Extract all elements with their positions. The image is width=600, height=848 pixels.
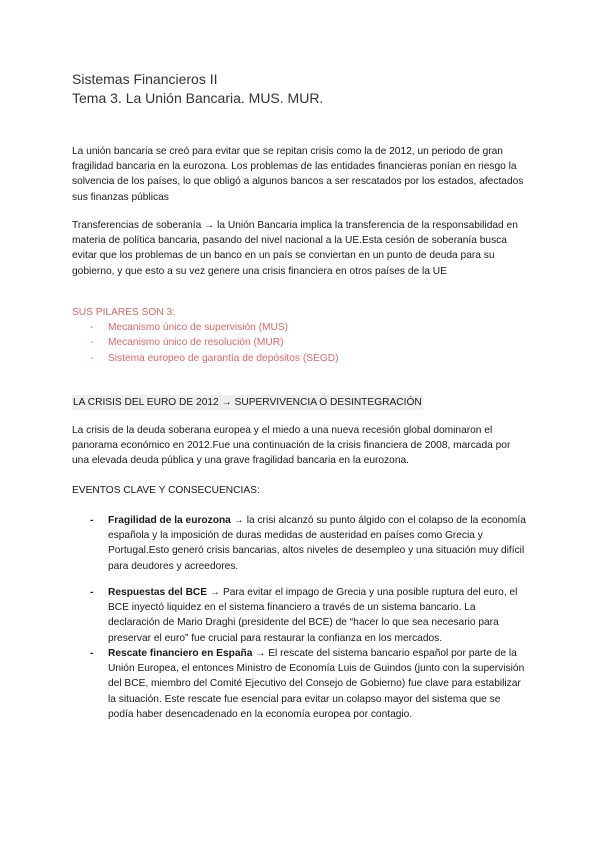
pillars-list [72,320,338,366]
event-text: → la crisi alcanzó su punto álgido con el colapso de la economía española y la imposición de duras medidas de austeridad en países como Grecia y Portugal.Esto generó crisis bancarias, altos niveles de desempleo y una situación muy difícil para deudores y acreedores. [108,515,526,572]
intro-paragraph: La unión bancaria se creó para evitar que se repitan crisis como la de 2012, un periodo de gran fragilidad bancaria en la eurozona. Los problemas de las entidades financieras ponían en riesgo la solvencia de los países, lo que obligó a algunos bancos a ser rescatados por los estados, afectados sus finanzas públicas [72,146,524,203]
document-title [72,70,323,108]
events-heading: EVENTOS CLAVE Y CONSECUENCIAS: [72,485,260,496]
event-item: - Rescate financiero en España → El rescate del sistema bancario español por parte de la Unión Europea, el entonces Ministro de Economía Luis de Guindos (junto con la supervisión del BCE, miembro del Comité Ejecutivo del Consejo de Gobierno) fue clave para estabilizar la situación. Este rescate fue esencial para evitar un colapso mayor del sistema que se podía haber desencadenado en la economía europea por contagio. [90,648,525,720]
event-title: Fragilidad de la eurozona [108,515,231,526]
list-item: - Mecanismo único de supervisión (MUS) [90,322,289,334]
event-item: - Fragilidad de la eurozona → la crisi alcanzó su punto álgido con el colapso de la economía española y la imposición de duras medidas de austeridad en países como Grecia y Portugal.Esto generó crisis bancarias, altos niveles de desempleo y una situación muy difícil para deudores y acreedores. [90,515,526,572]
pillars-section [72,305,338,366]
crisis-heading: LA CRISIS DEL EURO DE 2012 → SUPERVIVENCIA O DESINTEGRACIÓN [73,397,422,408]
list-item: - Mecanismo único de resolución (MUR) [90,337,284,349]
pillar-segd: Sistema europeo de garantía de depósitos (SEGD) [108,352,339,364]
crisis-paragraph: La crisis de la deuda soberana europea y el miedo a una nueva recesión global dominaron el panorama económico en 2012.Fue una continuación de la crisis financiera de 2008, marcada por una elevada deuda pública y una grave fragilidad bancaria en la eurozona. [72,425,511,467]
pillar-mus: Mecanismo único de supervisión (MUS) [108,322,289,334]
list-item: - Sistema europeo de garantía de depósitos (SEGD) [90,352,339,364]
pillar-mur: Mecanismo único de resolución (MUR) [108,337,284,349]
event-item: - Respuestas del BCE → Para evitar el impago de Grecia y una posible ruptura del euro, el BCE inyectó liquidez en el sistema financiero a través de un sistema bancario. La declaración de Mario Draghi (presidente del BCE) de “hacer lo que sea necesario para preservar el euro” fue crucial para restaurar la confianza en los mercados. [90,587,518,644]
sovereignty-paragraph: Transferencias de soberanía → la Unión Bancaria implica la transferencia de la responsabilidad en materia de política bancaria, pasando del nivel nacional a la UE.Esta cesión de soberanía busca evitar que los problemas de un banco en un país se conviertan en un punto de deuda para su gobierno, y que esto a su vez genere una crisis financiera en otros países de la UE [72,220,518,277]
pillars-heading: SUS PILARES SON 3: [72,307,176,318]
topic-title: Tema 3. La Unión Bancaria. MUS. MUR. [72,90,324,106]
event-text: → Para evitar el impago de Grecia y una posible ruptura del euro, el BCE inyectó liquidez en el sistema financiero a través de un sistema bancario. La declaración de Mario Draghi (presidente del BCE) de “hacer lo que sea necesario para preservar el euro” fue crucial para restaurar la confianza en los mercados. [108,587,518,644]
event-title: Rescate financiero en España [108,648,253,659]
event-title: Respuestas del BCE [108,587,208,598]
event-text: → El rescate del sistema bancario español por parte de la Unión Europea, el entonces Ministro de Economía Luis de Guindos (junto con la supervisión del BCE, miembro del Comité Ejecutivo del Consejo de Gobierno) fue clave para estabilizar la situación. Este rescate fue esencial para evitar un colapso mayor del sistema que se podía haber desencadenado en la economía europea por contagio. [108,648,525,720]
course-title: Sistemas Financieros II [72,71,218,87]
